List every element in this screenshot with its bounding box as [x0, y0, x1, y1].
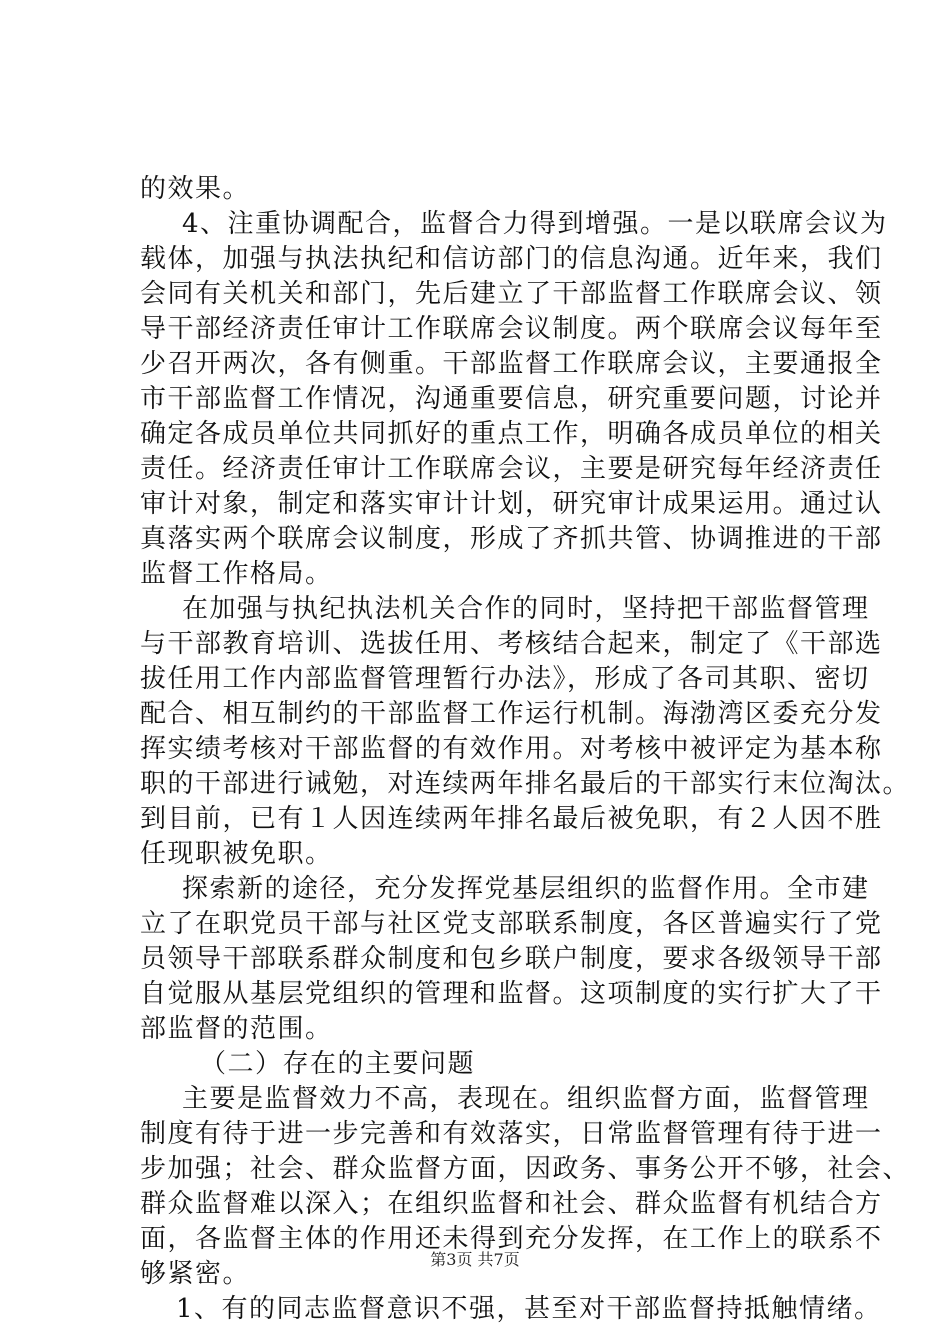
text-line: 步加强；社会、群众监督方面，因政务、事务公开不够，社会、: [140, 1154, 911, 1184]
text-line: 员领导干部联系群众制度和包乡联户制度，要求各级领导干部: [140, 944, 883, 974]
body-text: [140, 172, 911, 1327]
text-line: 群众监督难以深入；在组织监督和社会、群众监督有机结合方: [140, 1189, 883, 1219]
text-line: 部监督的范围。: [140, 1014, 333, 1044]
text-line: 拔任用工作内部监督管理暂行办法》，形成了各司其职、密切: [140, 664, 870, 694]
text-line: 探索新的途径，充分发挥党基层组织的监督作用。全市建: [182, 874, 870, 904]
text-line: 够紧密。: [140, 1259, 251, 1289]
text-line: 主要是监督效力不高，表现在。组织监督方面，监督管理: [182, 1084, 870, 1114]
section-heading: （二）存在的主要问题: [200, 1049, 476, 1079]
page-footer: 第3页 共7页: [430, 1250, 520, 1269]
text-line: 挥实绩考核对干部监督的有效作用。对考核中被评定为基本称: [140, 734, 883, 764]
text-line: 4、注重协调配合，监督合力得到增强。一是以联席会议为: [182, 209, 888, 239]
text-line: 的效果。: [140, 174, 251, 204]
text-line: 市干部监督工作情况，沟通重要信息，研究重要问题，讨论并: [140, 384, 883, 414]
text-line: 真落实两个联席会议制度，形成了齐抓共管、协调推进的干部: [140, 524, 883, 554]
text-line: 与干部教育培训、选拔任用、考核结合起来，制定了《干部选: [140, 629, 883, 659]
text-line: 立了在职党员干部与社区党支部联系制度，各区普遍实行了党: [140, 909, 883, 939]
text-line: 责任。经济责任审计工作联席会议，主要是研究每年经济责任: [140, 454, 883, 484]
text-line: 在加强与执纪执法机关合作的同时，坚持把干部监督管理: [182, 594, 870, 624]
text-line: 职的干部进行诫勉，对连续两年排名最后的干部实行末位淘汰。: [140, 769, 911, 799]
text-line: 载体，加强与执法执纪和信访部门的信息沟通。近年来，我们: [140, 244, 883, 274]
text-line: 监督工作格局。: [140, 559, 333, 589]
text-line: 1、有的同志监督意识不强，甚至对干部监督持抵触情绪。: [176, 1294, 882, 1324]
text-line: 会同有关机关和部门，先后建立了干部监督工作联席会议、领: [140, 279, 883, 309]
text-line: 自觉服从基层党组织的管理和监督。这项制度的实行扩大了干: [140, 979, 883, 1009]
text-line: 配合、相互制约的干部监督工作运行机制。海渤湾区委充分发: [140, 699, 883, 729]
text-line: 确定各成员单位共同抓好的重点工作，明确各成员单位的相关: [140, 419, 883, 449]
text-line: 导干部经济责任审计工作联席会议制度。两个联席会议每年至: [140, 314, 883, 344]
text-line: 面，各监督主体的作用还未得到充分发挥，在工作上的联系不: [140, 1224, 883, 1254]
text-line: 审计对象，制定和落实审计计划，研究审计成果运用。通过认: [140, 489, 883, 519]
text-line: 少召开两次，各有侧重。干部监督工作联席会议，主要通报全: [140, 349, 883, 379]
text-line: 到目前，已有１人因连续两年排名最后被免职，有２人因不胜: [140, 804, 883, 834]
text-line: 制度有待于进一步完善和有效落实，日常监督管理有待于进一: [140, 1119, 883, 1149]
text-line: 任现职被免职。: [140, 839, 333, 869]
